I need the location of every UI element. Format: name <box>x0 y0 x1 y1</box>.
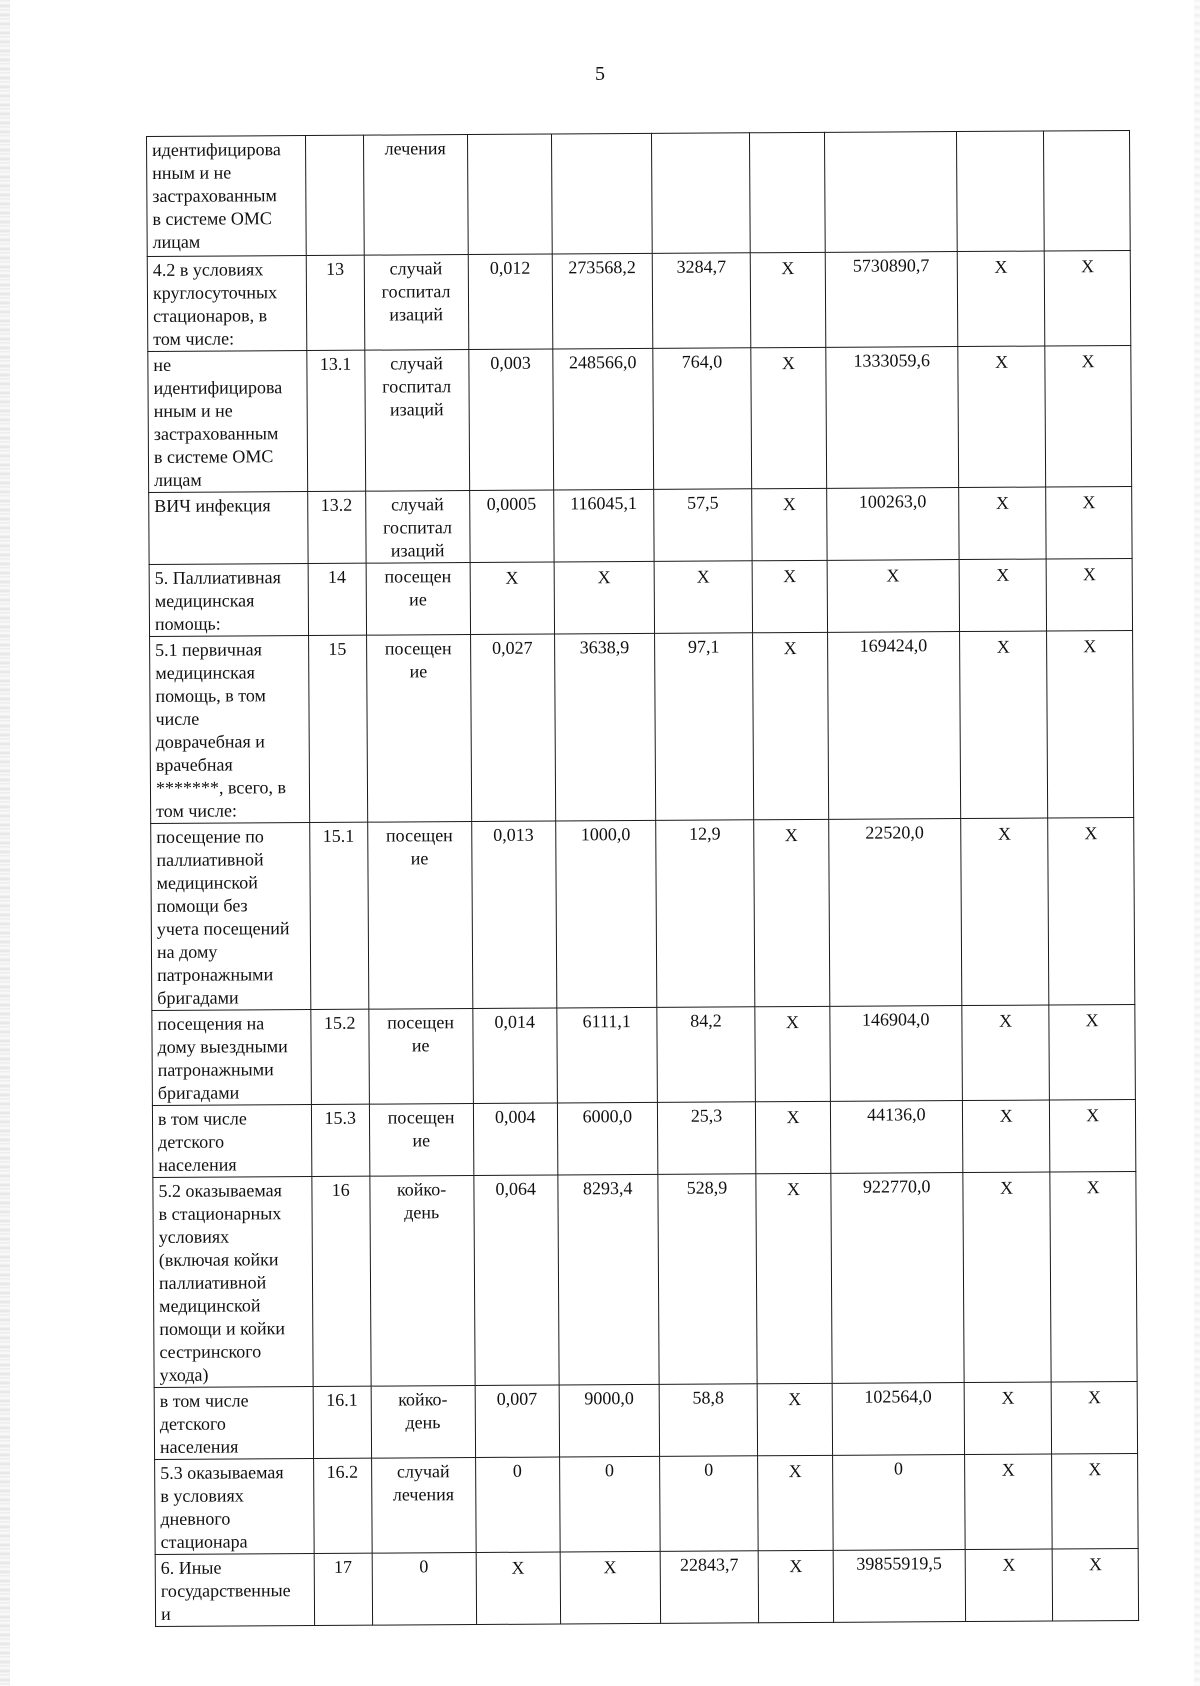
table-cell <box>1053 1548 1139 1621</box>
cell-value: 528,9 <box>686 1177 728 1198</box>
table-cell <box>959 631 1048 819</box>
table-cell <box>473 1175 559 1386</box>
row-label: не идентифицирова нным и не застрахованным в системе ОМС лицам <box>153 354 283 490</box>
table-cell <box>367 822 472 1010</box>
cell-value: 25,3 <box>690 1105 723 1126</box>
cell-value: Х <box>603 1557 617 1578</box>
table-cell <box>831 1173 965 1384</box>
row-label-cell <box>148 351 308 493</box>
table-cell <box>959 487 1047 560</box>
table-cell <box>830 1101 963 1174</box>
cell-value: 0,027 <box>492 637 533 658</box>
table-cell <box>371 1458 475 1554</box>
table-cell <box>654 633 754 821</box>
cell-value: 15.2 <box>323 1012 356 1033</box>
cell-value: Х <box>597 567 611 588</box>
table-cell <box>372 1553 476 1626</box>
cell-value: койко- день <box>398 1389 448 1433</box>
cell-value: 1000,0 <box>580 824 631 845</box>
table-cell <box>1050 1099 1136 1172</box>
table-cell <box>305 135 364 255</box>
table-cell <box>308 563 366 635</box>
cell-value: 15 <box>328 638 347 659</box>
cell-value: 0,064 <box>495 1178 536 1199</box>
table-row <box>150 630 1134 823</box>
cell-value <box>830 134 951 135</box>
table-row <box>153 1171 1137 1387</box>
table-cell <box>307 491 365 563</box>
cell-value: 0,013 <box>493 824 534 845</box>
table-cell <box>751 347 826 488</box>
cell-value: 0,004 <box>494 1106 536 1127</box>
table-cell <box>752 488 827 560</box>
cell-value: Х <box>1083 636 1097 657</box>
table-cell <box>758 1455 833 1550</box>
table-cell <box>756 1101 831 1173</box>
cell-value: Х <box>886 565 900 586</box>
cell-value <box>557 136 646 137</box>
row-label-cell <box>152 1105 311 1178</box>
cell-value: Х <box>995 351 1009 372</box>
cell-value: 22520,0 <box>865 822 924 843</box>
cell-value: 15.3 <box>324 1107 357 1128</box>
cell-value: случай лечения <box>392 1461 455 1505</box>
table-cell <box>751 252 826 347</box>
table-cell <box>555 633 656 821</box>
cell-value: Х <box>505 567 519 588</box>
table-cell <box>560 1551 660 1624</box>
table-cell <box>965 1454 1053 1550</box>
table-cell <box>828 819 961 1007</box>
cell-value: 8293,4 <box>582 1178 633 1199</box>
cell-value: Х <box>781 258 795 279</box>
table-cell <box>366 563 470 636</box>
cell-value: 0,0005 <box>486 493 537 514</box>
table-cell <box>824 132 957 253</box>
table-cell <box>306 255 365 350</box>
table-cell <box>657 1007 756 1103</box>
table-row <box>149 558 1132 636</box>
table-cell <box>311 1009 370 1104</box>
table-cell <box>962 1100 1050 1173</box>
cell-value: 0 <box>512 1460 522 1481</box>
cell-value: 102564,0 <box>864 1386 932 1407</box>
table-cell <box>753 632 828 819</box>
cell-value: 16.2 <box>326 1461 359 1482</box>
table-cell <box>963 1172 1052 1383</box>
row-label: 5. Паллиативная медицинская помощь: <box>154 567 281 634</box>
cell-value: Х <box>1001 1459 1015 1480</box>
cell-value: 248566,0 <box>568 352 637 373</box>
table-cell <box>959 559 1047 632</box>
table-cell <box>472 1008 557 1104</box>
row-label: 5.1 первичная медицинская помощь, в том числе доврачебная и врачебная *******, всего, в том числе: <box>155 639 287 821</box>
table-cell <box>651 133 750 254</box>
cell-value: 57,5 <box>686 492 719 513</box>
table-cell <box>1052 1381 1138 1454</box>
cell-value: Х <box>696 566 710 587</box>
cell-value: Х <box>1086 1105 1100 1126</box>
cell-value: 0,007 <box>496 1388 538 1409</box>
table-cell <box>1045 250 1131 346</box>
cell-value <box>657 135 745 136</box>
cell-value: Х <box>1084 823 1098 844</box>
table-row <box>152 1004 1136 1105</box>
table-cell <box>830 1006 963 1102</box>
table-cell <box>557 1007 657 1103</box>
table-cell <box>957 251 1045 347</box>
table-cell <box>755 1006 830 1101</box>
table-cell <box>832 1455 965 1551</box>
table-cell <box>1046 486 1132 559</box>
cell-value: 39855919,5 <box>856 1553 942 1574</box>
table-cell <box>552 253 652 349</box>
cell-value: 0 <box>704 1459 714 1480</box>
row-label-cell <box>147 256 306 352</box>
cell-value: 16 <box>331 1179 350 1200</box>
row-label-cell <box>149 492 308 565</box>
cell-value: Х <box>1000 1177 1014 1198</box>
table-cell <box>470 562 555 635</box>
cell-value: посещен ие <box>387 1107 455 1151</box>
table-cell <box>473 1103 558 1176</box>
cell-value: Х <box>1080 256 1095 277</box>
table-cell <box>1047 558 1133 631</box>
table-cell <box>652 348 752 490</box>
cell-value: 97,1 <box>687 636 720 657</box>
table-cell <box>468 349 553 491</box>
table-cell <box>308 635 367 822</box>
table-cell <box>309 822 368 1009</box>
table-cell <box>826 488 959 561</box>
cell-value: 169424,0 <box>859 635 928 656</box>
cell-value: 22843,7 <box>679 1554 739 1575</box>
cell-value: Х <box>781 353 795 374</box>
table-cell <box>313 1458 372 1553</box>
table-cell <box>752 560 827 632</box>
cell-value: случай госпитал изаций <box>383 494 453 561</box>
table-cell <box>827 632 960 820</box>
table-cell <box>470 634 556 822</box>
cell-value: Х <box>999 1105 1013 1126</box>
table-cell <box>365 491 469 564</box>
row-label-cell <box>154 1387 313 1460</box>
table-cell <box>553 348 654 490</box>
cell-value: Х <box>786 1107 800 1128</box>
row-label-cell <box>153 1177 313 1388</box>
cell-value: 5730890,7 <box>852 255 930 276</box>
cell-value: 16.1 <box>326 1389 358 1410</box>
table-cell <box>469 490 554 563</box>
cell-value: Х <box>783 566 797 587</box>
cell-value: Х <box>1001 1387 1015 1408</box>
cell-value: 17 <box>333 1556 353 1577</box>
table-cell <box>559 1384 659 1457</box>
table-cell <box>659 1384 758 1457</box>
table-cell <box>750 132 825 252</box>
table-row <box>155 1548 1138 1626</box>
table-cell <box>653 489 752 562</box>
table-cell <box>369 1009 473 1105</box>
cell-value: 1333059,6 <box>853 350 931 371</box>
cell-value: 0,014 <box>494 1011 535 1032</box>
row-label-cell <box>150 636 310 824</box>
table-cell <box>1048 817 1135 1005</box>
cell-value: Х <box>999 1010 1013 1031</box>
cell-value: Х <box>1088 1554 1103 1575</box>
cell-value: 0 <box>419 1556 429 1577</box>
table-cell <box>758 1383 833 1455</box>
row-label-cell <box>149 564 308 637</box>
table-cell <box>369 1104 473 1177</box>
table-cell <box>307 350 366 491</box>
cell-value: Х <box>996 564 1010 585</box>
cell-value: Х <box>1002 1554 1016 1575</box>
cell-value: Х <box>785 1012 800 1033</box>
cell-value: 3638,9 <box>579 637 630 658</box>
table-cell <box>467 134 552 255</box>
table-cell <box>961 818 1050 1006</box>
table-cell <box>652 253 751 349</box>
cell-value: Х <box>1082 564 1096 585</box>
cell-value: Х <box>789 1556 803 1577</box>
table-cell <box>366 635 471 823</box>
cell-value: Х <box>1087 1387 1102 1408</box>
cell-value: посещен ие <box>387 1012 454 1056</box>
table-row <box>148 345 1132 492</box>
table-cell <box>827 560 960 633</box>
cell-value: 0,003 <box>490 352 531 373</box>
table-row <box>147 130 1131 256</box>
cell-value: 116045,1 <box>570 493 638 514</box>
cell-value: 84,2 <box>690 1010 722 1031</box>
cell-value: 0 <box>604 1460 615 1481</box>
table-cell <box>825 347 958 489</box>
table-cell <box>551 133 651 254</box>
cell-value: 273568,2 <box>568 257 636 278</box>
cell-value: 922770,0 <box>862 1176 931 1197</box>
cell-value: посещен ие <box>385 825 453 869</box>
table-cell <box>956 131 1044 252</box>
table-cell <box>1047 630 1134 818</box>
cell-value: 6000,0 <box>582 1106 633 1127</box>
cell-value: Х <box>788 1461 802 1482</box>
cell-value: Х <box>997 823 1012 844</box>
cell-value: Х <box>1081 351 1095 372</box>
table-cell <box>314 1553 372 1625</box>
row-label: 6. Иные государственные и <box>160 1557 291 1624</box>
table-cell <box>1049 1004 1135 1100</box>
table-cell <box>754 819 829 1006</box>
cell-value: Х <box>783 638 797 659</box>
table-row <box>151 817 1135 1010</box>
table-cell <box>654 561 753 634</box>
table-cell <box>658 1174 758 1385</box>
cell-value: 13.2 <box>320 494 353 515</box>
cell-value: 13.1 <box>319 353 352 374</box>
page-number: 5 <box>595 63 605 85</box>
cell-value: случай госпитал изаций <box>382 353 452 420</box>
table-cell <box>659 1456 758 1552</box>
cell-value: 15.1 <box>322 825 355 846</box>
table-cell <box>756 1173 832 1383</box>
row-label: в том числе детского населения <box>159 1390 249 1457</box>
cell-value: 58,8 <box>692 1387 725 1408</box>
cell-value: Х <box>782 494 796 515</box>
cell-value: 6111,1 <box>582 1011 631 1032</box>
row-label-cell <box>151 823 311 1011</box>
cell-value: 0,012 <box>489 257 531 278</box>
table-cell <box>475 1457 560 1553</box>
cell-value: 764,0 <box>681 351 723 372</box>
cell-value: посещен ие <box>384 638 452 682</box>
row-label: 5.2 оказываемая в стационарных условиях (включая койки паллиативной медицинской помощи и койки сестринского ухода) <box>158 1180 286 1385</box>
table-cell <box>311 1104 369 1176</box>
cell-value: Х <box>1082 492 1096 513</box>
table-cell <box>554 489 654 562</box>
row-label-cell <box>152 1010 311 1106</box>
table-cell <box>558 1174 659 1385</box>
table-cell <box>1050 1171 1137 1382</box>
cell-value: посещен ие <box>384 566 452 610</box>
cell-value: 44136,0 <box>866 1104 926 1125</box>
row-label-cell <box>155 1554 314 1627</box>
table-cell <box>660 1551 759 1624</box>
table-cell <box>833 1550 966 1623</box>
cell-value: Х <box>996 636 1010 657</box>
table-cell <box>557 1102 657 1175</box>
scan-edge-left <box>0 0 10 1686</box>
cell-value: койко- день <box>396 1179 447 1223</box>
cell-value: случай госпитал изаций <box>381 258 451 325</box>
row-label: 5.3 оказываемая в условиях дневного стационара <box>160 1462 284 1552</box>
table-cell <box>554 561 654 634</box>
table-row <box>147 250 1131 351</box>
scan-edge-right <box>1194 0 1200 1686</box>
row-label: посещение по паллиативной медицинской помощи без учета посещений на дому патронажными бригадами <box>156 826 290 1008</box>
cell-value: 146904,0 <box>861 1009 930 1030</box>
row-label: в том числе детского населения <box>157 1108 247 1175</box>
table-cell <box>363 135 468 256</box>
cell-value: 14 <box>327 566 346 587</box>
table-cell <box>962 1005 1050 1101</box>
table-row <box>149 486 1132 564</box>
table-row <box>152 1099 1135 1177</box>
row-label: идентифицирова нным и не застрахованным в системе ОМС лицам <box>152 139 281 252</box>
table-cell <box>964 1382 1052 1455</box>
table-row <box>155 1453 1139 1554</box>
cell-value: Х <box>786 1179 801 1200</box>
row-label-cell <box>147 136 306 257</box>
cell-value: Х <box>784 825 798 846</box>
table-cell <box>312 1176 371 1386</box>
table-body <box>147 130 1139 1626</box>
cell-value: Х <box>1086 1177 1100 1198</box>
cell-value: 3284,7 <box>676 256 727 277</box>
table-cell <box>468 254 553 350</box>
table-cell <box>560 1456 660 1552</box>
cell-value: Х <box>1088 1459 1102 1480</box>
table-cell <box>825 252 958 348</box>
cell-value: Х <box>511 1557 525 1578</box>
table-cell <box>475 1385 560 1458</box>
table-cell <box>370 1176 475 1387</box>
table-cell <box>476 1552 561 1625</box>
table-cell <box>1052 1453 1138 1549</box>
table-cell <box>958 346 1046 488</box>
cell-value: 9000,0 <box>584 1388 634 1409</box>
cell-value: Х <box>994 256 1008 277</box>
table-cell <box>365 350 470 492</box>
row-label: 4.2 в условиях круглосуточных стационаров, в том числе: <box>152 259 278 349</box>
cell-value: Х <box>995 492 1010 513</box>
table-cell <box>471 821 557 1009</box>
table-row <box>154 1381 1137 1459</box>
table-cell <box>759 1550 834 1622</box>
table-cell <box>655 820 755 1008</box>
cell-value: 12,9 <box>688 823 721 844</box>
cell-value: 0 <box>893 1458 904 1479</box>
row-label: посещения на дому выездными патронажными бригадами <box>157 1013 288 1103</box>
table-cell <box>965 1549 1053 1622</box>
cell-value: лечения <box>384 138 446 159</box>
table-cell <box>371 1386 475 1459</box>
row-label: ВИЧ инфекция <box>154 495 271 516</box>
cell-value: 13 <box>325 258 345 279</box>
row-label-cell <box>155 1459 314 1555</box>
cell-value: Х <box>788 1389 802 1410</box>
cell-value: Х <box>1085 1010 1099 1031</box>
table-cell <box>364 255 468 351</box>
cell-value: 100263,0 <box>858 491 927 512</box>
data-table <box>146 130 1139 1627</box>
table-cell <box>832 1383 965 1456</box>
table-cell <box>657 1102 756 1175</box>
table-cell <box>1045 345 1131 487</box>
table-cell <box>556 820 657 1008</box>
table-cell <box>1044 130 1130 251</box>
table-cell <box>313 1386 371 1458</box>
